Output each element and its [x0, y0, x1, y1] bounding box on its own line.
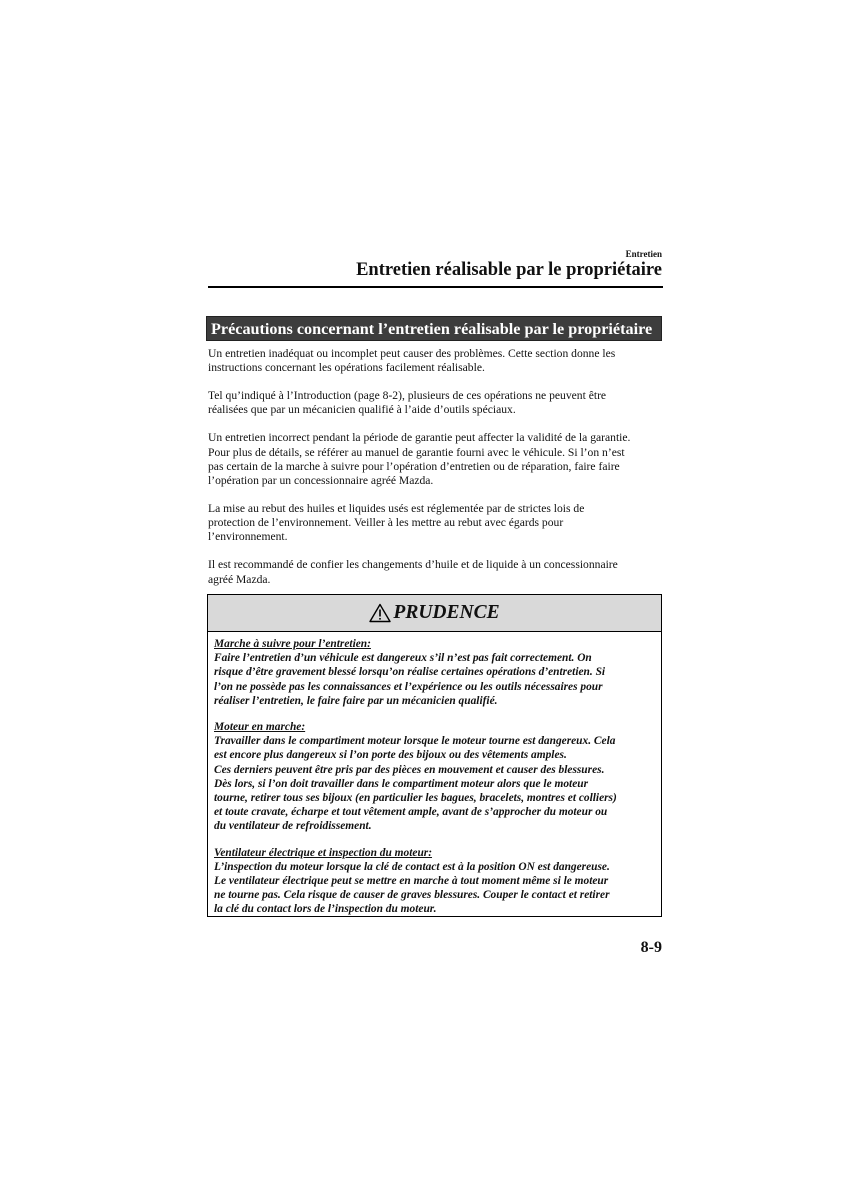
paragraph: Un entretien inadéquat ou incomplet peut causer des problèmes. Cette section donne les instructions concernant les opérations facilement réalisable.: [208, 347, 616, 375]
page-number: 8-9: [640, 939, 662, 956]
caution-text: Travailler dans le compartiment moteur lorsque le moteur tourne est dangereux. Cela est encore plus dangereux si l’on porte des bijoux ou des vêtements amples. Ces derniers peuvent être pris par des pièces en mouvement et causer des blessures. Dès lors, si l’on doit travailler dans le compartiment moteur alors que le moteur tourne, retirer tous ses bijoux (en particulier les bagues, bracelets, montres et colliers) et toute cravate, écharpe et tout vêtement ample, avant de s’approcher du moteur ou du ventilateur de refroidissement.: [214, 735, 617, 833]
caution-block: [214, 637, 655, 708]
caution-box: [207, 594, 662, 917]
caution-block: [214, 846, 655, 917]
running-header-section: Entretien: [625, 249, 662, 259]
paragraph: La mise au rebut des huiles et liquides usés est réglementée par de strictes lois de protection de l’environnement. Veiller à les mettre au rebut avec égards pour l’environnement.: [208, 502, 585, 544]
paragraph: Il est recommandé de confier les changements d’huile et de liquide à un concessionnaire agréé Mazda.: [208, 558, 618, 586]
caution-subheading: Ventilateur électrique et inspection du moteur:: [214, 846, 433, 859]
caution-subheading: Moteur en marche:: [214, 721, 306, 734]
title-divider: [208, 286, 663, 288]
caution-body: [208, 632, 661, 917]
warning-triangle-icon: [369, 603, 391, 623]
paragraph: Un entretien incorrect pendant la période de garantie peut affecter la validité de la garantie. Pour plus de détails, se référer au manuel de garantie fourni avec le véhicule. Si l’on n’est pas certain de la marche à suivre pour l’opération d’entretien ou de réparation, faire faire l’opération par un concessionnaire agréé Mazda.: [208, 431, 631, 488]
paragraph: Tel qu’indiqué à l’Introduction (page 8-2), plusieurs de ces opérations ne peuvent être réalisées que par un mécanicien qualifié à l’aide d’outils spéciaux.: [208, 389, 607, 417]
caution-title: PRUDENCE: [393, 602, 500, 623]
caution-subheading: Marche à suivre pour l’entretien:: [214, 638, 371, 650]
caution-text: L’inspection du moteur lorsque la clé de contact est à la position ON est dangereuse. Le ventilateur électrique peut se mettre en marche à tout moment même si le moteur ne tourne pas. Cela risque de causer de graves blessures. Couper le contact et retirer la clé du contact lors de l’inspection du moteur.: [214, 860, 610, 916]
caution-header: [208, 595, 661, 632]
page-title: Entretien réalisable par le propriétaire: [356, 260, 662, 280]
caution-text: Faire l’entretien d’un véhicule est dangereux s’il n’est pas fait correctement. On risque d’être gravement blessé lorsqu’on réalise certaines opérations d’entretien. Si l’on ne possède pas les connaissances et l’expérience ou les outils nécessaires pour réaliser l’entretien, le faire faire par un mécanicien qualifié.: [214, 652, 606, 707]
body-text: [208, 347, 664, 601]
section-heading: Précautions concernant l’entretien réalisable par le propriétaire: [206, 316, 662, 341]
caution-block: [214, 720, 655, 834]
